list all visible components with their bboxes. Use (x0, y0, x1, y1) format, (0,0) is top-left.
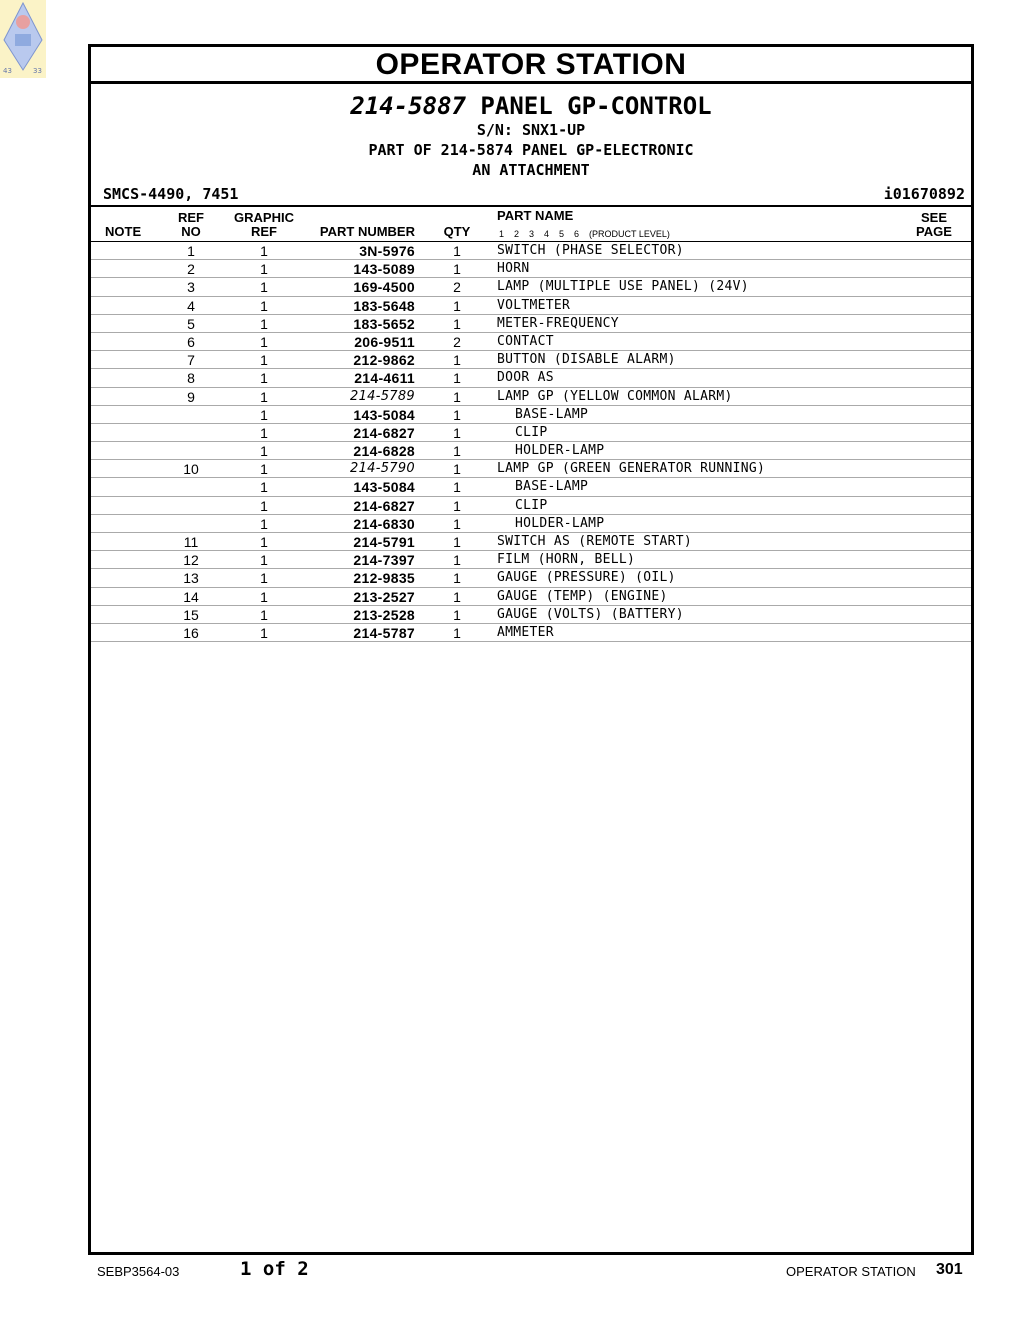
page-title: OPERATOR STATION (91, 47, 971, 84)
ref-no: 7 (187, 352, 195, 369)
graphic-ref: 1 (260, 588, 268, 605)
graphic-ref: 1 (260, 424, 268, 441)
col-ref-bottom: NO (181, 224, 201, 239)
quantity: 1 (453, 424, 461, 441)
part-name: BASE-LAMP (515, 406, 589, 422)
part-number: 143-5084 (353, 479, 415, 496)
part-name: BUTTON (DISABLE ALARM) (497, 352, 676, 368)
part-name: GAUGE (TEMP) (ENGINE) (497, 588, 668, 604)
graphic-ref: 1 (260, 624, 268, 641)
col-qty: QTY (443, 224, 471, 239)
table-row (91, 333, 971, 351)
col-part-number: PART NUMBER (319, 224, 415, 239)
graphic-ref: 1 (260, 461, 268, 478)
part-number: 143-5084 (353, 406, 415, 423)
part-name: CONTACT (497, 333, 554, 349)
part-number: 143-5089 (353, 261, 415, 278)
table-row (91, 588, 971, 606)
part-number: 214-5790 (350, 461, 415, 477)
quantity: 1 (453, 352, 461, 369)
table-row (91, 260, 971, 278)
page-number: 301 (936, 1261, 963, 1278)
graphic-ref: 1 (260, 515, 268, 532)
quantity: 1 (453, 479, 461, 496)
ref-no: 3 (187, 279, 195, 296)
table-row (91, 478, 971, 496)
part-name: LAMP GP (YELLOW COMMON ALARM) (497, 388, 733, 404)
part-name: GAUGE (PRESSURE) (OIL) (497, 570, 676, 586)
svg-text:33: 33 (33, 67, 42, 75)
part-number: 169-4500 (353, 279, 415, 296)
graphic-ref: 1 (260, 279, 268, 296)
graphic-ref: 1 (260, 570, 268, 587)
ref-no: 9 (187, 388, 195, 405)
col-graphic-bottom: REF (251, 224, 277, 239)
part-number: 212-9862 (353, 352, 415, 369)
graphic-ref: 1 (260, 243, 268, 259)
graphic-ref: 1 (260, 388, 268, 405)
ref-no: 2 (187, 261, 195, 278)
part-name: CLIP (515, 424, 548, 440)
part-number: 212-9835 (353, 570, 415, 587)
table-row (91, 569, 971, 587)
graphic-ref: 1 (260, 297, 268, 314)
ref-no: 8 (187, 370, 195, 387)
part-number: 214-5787 (353, 624, 415, 641)
part-name: DOOR AS (497, 370, 554, 386)
ref-no: 12 (183, 552, 199, 569)
quantity: 1 (453, 388, 461, 405)
part-name: GAUGE (VOLTS) (BATTERY) (497, 606, 684, 622)
quantity: 1 (453, 606, 461, 623)
part-name: LAMP (MULTIPLE USE PANEL) (24V) (497, 279, 749, 295)
part-number: 214-6827 (353, 497, 415, 514)
parts-table-body (91, 242, 971, 642)
quantity: 1 (453, 315, 461, 332)
part-number: 214-5791 (353, 534, 415, 550)
document-id: SEBP3564-03 (97, 1264, 180, 1279)
part-name: METER-FREQUENCY (497, 315, 619, 331)
quantity: 1 (453, 243, 461, 259)
assembly-part-number: 214-5887 (350, 92, 466, 120)
table-row (91, 515, 971, 533)
part-number: 214-6830 (353, 515, 415, 532)
reference-codes (91, 183, 971, 205)
part-name: HOLDER-LAMP (515, 443, 605, 459)
ref-no: 16 (183, 624, 199, 641)
parts-page-frame (88, 44, 974, 1255)
ref-no: 15 (183, 606, 199, 623)
graphic-ref: 1 (260, 606, 268, 623)
parent-assembly: PART OF 214-5874 PANEL GP-ELECTRONIC (368, 141, 694, 159)
table-row (91, 460, 971, 478)
quantity: 1 (453, 588, 461, 605)
part-name: BASE-LAMP (515, 479, 589, 495)
table-row (91, 606, 971, 624)
part-number: 214-4611 (354, 370, 415, 387)
graphic-ref: 1 (260, 352, 268, 369)
col-see-bottom: PAGE (916, 224, 952, 239)
table-row (91, 551, 971, 569)
table-row (91, 278, 971, 296)
part-name: AMMETER (497, 624, 554, 640)
col-note: NOTE (105, 224, 142, 239)
part-number: 214-5789 (350, 388, 415, 404)
part-number: 214-6828 (353, 443, 415, 460)
graphic-ref: 1 (260, 261, 268, 278)
table-row (91, 624, 971, 642)
quantity: 1 (453, 406, 461, 423)
table-row (91, 351, 971, 369)
table-row (91, 315, 971, 333)
part-number: 213-2528 (353, 606, 415, 623)
ref-no: 1 (187, 243, 195, 259)
quantity: 1 (453, 552, 461, 569)
graphic-ref: 1 (260, 370, 268, 387)
publisher-logo (0, 0, 46, 78)
ref-no: 6 (187, 333, 195, 350)
graphic-ref: 1 (260, 497, 268, 514)
graphic-ref: 1 (260, 552, 268, 569)
illustration-id: i01670892 (883, 185, 965, 203)
svg-text:43: 43 (3, 67, 12, 75)
section-name: OPERATOR STATION (786, 1264, 916, 1279)
table-row (91, 424, 971, 442)
table-row (91, 388, 971, 406)
table-row (91, 297, 971, 315)
quantity: 2 (453, 279, 461, 296)
quantity: 1 (453, 461, 461, 478)
quantity: 1 (453, 370, 461, 387)
quantity: 1 (453, 624, 461, 641)
part-number: 214-7397 (353, 552, 415, 569)
assembly-part-name: PANEL GP-CONTROL (480, 92, 712, 120)
quantity: 1 (453, 534, 461, 550)
graphic-ref: 1 (260, 406, 268, 423)
table-row (91, 242, 971, 260)
graphic-ref: 1 (260, 333, 268, 350)
ref-no: 5 (187, 315, 195, 332)
table-row (91, 369, 971, 387)
quantity: 2 (453, 333, 461, 350)
page-count: 1 of 2 (240, 1258, 309, 1280)
col-ref-top: REF (178, 210, 204, 225)
quantity: 1 (453, 297, 461, 314)
part-name: CLIP (515, 497, 548, 513)
part-number: 214-6827 (353, 424, 415, 441)
part-name: VOLTMETER (497, 297, 571, 313)
part-number: 206-9511 (354, 333, 415, 350)
part-number: 183-5652 (353, 315, 415, 332)
quantity: 1 (453, 443, 461, 460)
table-row (91, 442, 971, 460)
quantity: 1 (453, 261, 461, 278)
page-footer (0, 1258, 1020, 1282)
col-see-top: SEE (920, 210, 947, 225)
ref-no: 11 (183, 534, 199, 550)
col-part-name: PART NAME (497, 208, 574, 223)
part-number: 183-5648 (353, 297, 415, 314)
col-product-levels: 1 2 3 4 5 6 (PRODUCT LEVEL) (499, 229, 670, 239)
part-number: 3N-5976 (359, 243, 415, 259)
part-name: FILM (HORN, BELL) (497, 552, 636, 568)
table-row (91, 497, 971, 515)
assembly-heading (91, 92, 971, 120)
table-row (91, 406, 971, 424)
part-name: SWITCH AS (REMOTE START) (497, 534, 693, 549)
part-name: HOLDER-LAMP (515, 515, 605, 531)
ref-no: 4 (187, 297, 195, 314)
part-name: SWITCH (PHASE SELECTOR) (497, 243, 684, 258)
graphic-ref: 1 (260, 534, 268, 550)
ref-no: 14 (183, 588, 199, 605)
part-number: 213-2527 (353, 588, 415, 605)
graphic-ref: 1 (260, 315, 268, 332)
quantity: 1 (453, 570, 461, 587)
attachment-note: AN ATTACHMENT (472, 161, 590, 179)
graphic-ref: 1 (260, 479, 268, 496)
graphic-ref: 1 (260, 443, 268, 460)
part-name: HORN (497, 261, 530, 277)
serial-number: S/N: SNX1-UP (476, 121, 586, 139)
ref-no: 13 (183, 570, 199, 587)
quantity: 1 (453, 515, 461, 532)
quantity: 1 (453, 497, 461, 514)
col-graphic-top: GRAPHIC (234, 210, 294, 225)
parts-table-header (91, 205, 971, 242)
smcs-codes: SMCS-4490, 7451 (103, 185, 239, 203)
ref-no: 10 (183, 461, 199, 478)
table-row (91, 533, 971, 551)
part-name: LAMP GP (GREEN GENERATOR RUNNING) (497, 461, 766, 477)
